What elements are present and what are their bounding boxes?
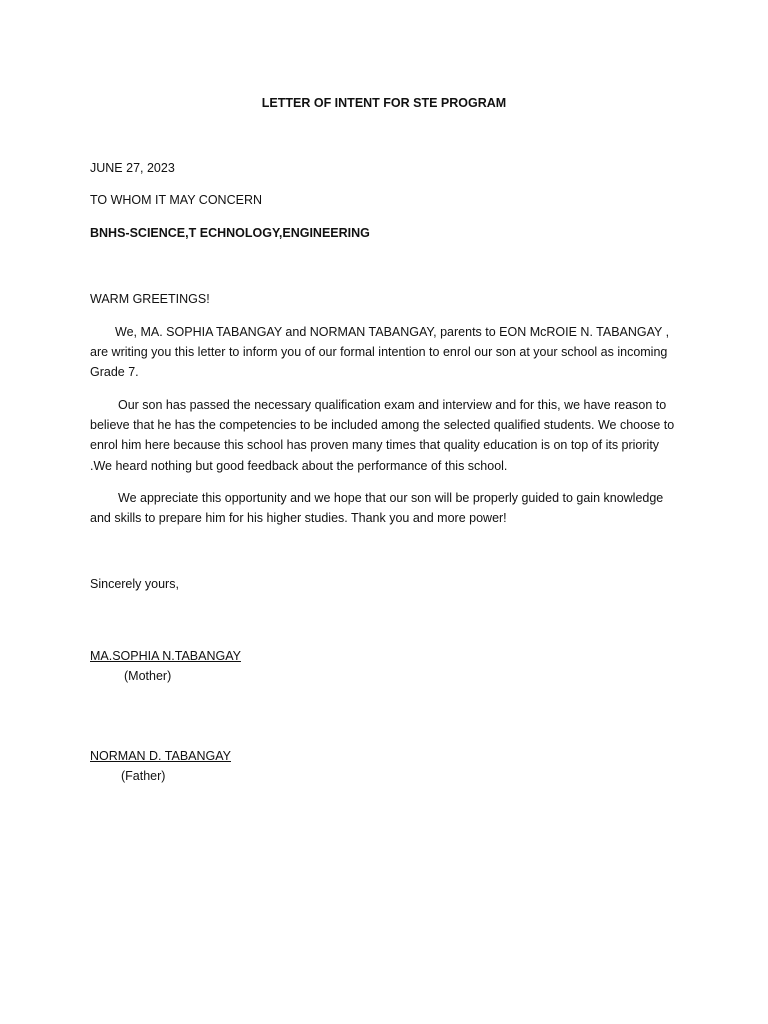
signatory-role-father: (Father) xyxy=(121,769,166,783)
letter-date: JUNE 27, 2023 xyxy=(90,161,175,175)
body-paragraph-2: Our son has passed the necessary qualification exam and interview and for this, we have reason to believe that he has the competencies to be included among the selected qualified students. We choose to enrol him here because this school has proven many times that quality education is on top of its priority .We heard nothing but good feedback about the performance of this school. xyxy=(90,398,675,473)
body-paragraph-1: We, MA. SOPHIA TABANGAY and NORMAN TABANGAY, parents to EON McROIE N. TABANGAY , are writing you this letter to inform you of our formal intention to enrol our son at your school as incoming Grade 7. xyxy=(90,325,670,380)
body-paragraph-3: We appreciate this opportunity and we hope that our son will be properly guided to gain knowledge and skills to prepare him for his higher studies. Thank you and more power! xyxy=(90,491,664,526)
salutation-line: TO WHOM IT MAY CONCERN xyxy=(90,193,262,207)
letter-title: LETTER OF INTENT FOR STE PROGRAM xyxy=(261,96,507,110)
signatory-role-mother: (Mother) xyxy=(124,669,172,683)
signatory-name-father: NORMAN D. TABANGAY xyxy=(90,749,231,763)
recipient-line: BNHS-SCIENCE,T ECHNOLOGY,ENGINEERING xyxy=(90,226,370,240)
signatory-name-mother: MA.SOPHIA N.TABANGAY xyxy=(90,649,241,663)
greeting-line: WARM GREETINGS! xyxy=(90,292,210,306)
closing-line: Sincerely yours, xyxy=(90,577,179,591)
